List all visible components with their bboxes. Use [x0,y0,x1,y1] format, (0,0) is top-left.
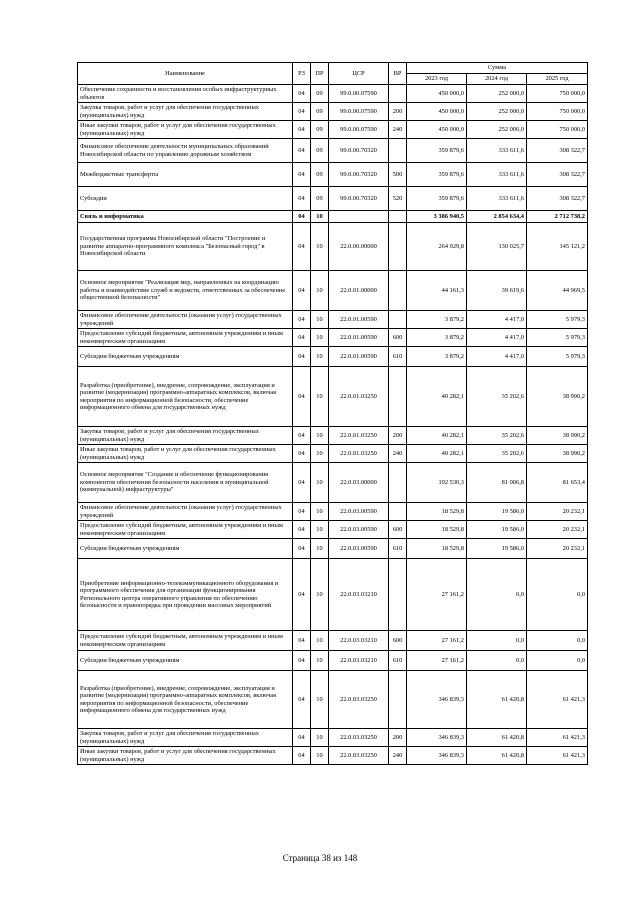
cell-name: Межбюджетные трансферты [78,163,293,187]
cell-2023: 450 000,0 [407,85,467,103]
cell-vr: 610 [389,347,407,367]
cell-2024: 333 611,6 [467,163,527,187]
cell-pr: 10 [311,427,329,445]
table-row [78,521,588,539]
cell-2024: 2 854 634,4 [467,211,527,223]
cell-csr: 22.0.03.03210 [329,651,389,671]
cell-name: Иные закупки товаров, работ и услуг для обеспечения государственных (муниципальных) нужд [78,747,293,765]
cell-pr: 10 [311,521,329,539]
cell-csr: 99.0.00.70320 [329,163,389,187]
cell-rz: 04 [293,163,311,187]
table-row [78,427,588,445]
cell-vr: 600 [389,329,407,347]
cell-vr: 610 [389,651,407,671]
cell-rz: 04 [293,729,311,747]
cell-2025: 145 121,2 [527,223,588,271]
cell-2024: 19 586,0 [467,503,527,521]
cell-vr [389,671,407,729]
cell-pr: 10 [311,329,329,347]
cell-pr: 10 [311,271,329,311]
cell-pr: 10 [311,729,329,747]
table-row [78,539,588,559]
cell-2025: 38 990,2 [527,367,588,427]
cell-2023: 359 879,6 [407,187,467,211]
cell-2024: 35 202,6 [467,367,527,427]
cell-vr [389,463,407,503]
cell-2025: 38 990,2 [527,427,588,445]
cell-name: Закупка товаров, работ и услуг для обеспечения государственных (муниципальных) нужд [78,427,293,445]
cell-csr: 22.0.03.03250 [329,671,389,729]
cell-rz: 04 [293,271,311,311]
cell-csr: 22.0.03.03250 [329,729,389,747]
cell-csr: 22.0.01.03250 [329,427,389,445]
col-header-pr: ПР [311,63,329,85]
cell-csr: 99.0.00.70320 [329,139,389,163]
cell-2023: 40 282,1 [407,445,467,463]
cell-pr: 09 [311,187,329,211]
cell-2025: 750 000,0 [527,103,588,121]
table-row [78,187,588,211]
cell-rz: 04 [293,311,311,329]
col-header-2024: 2024 год [467,74,527,85]
col-header-2023: 2023 год [407,74,467,85]
header-row-1 [78,63,588,74]
cell-2023: 3 879,2 [407,311,467,329]
cell-2024: 4 417,0 [467,347,527,367]
cell-pr: 10 [311,311,329,329]
cell-pr: 10 [311,559,329,631]
col-header-sum: Сумма [407,63,588,74]
cell-2024: 333 611,6 [467,139,527,163]
cell-pr: 10 [311,223,329,271]
cell-2024: 252 000,0 [467,103,527,121]
cell-2024: 4 417,0 [467,329,527,347]
cell-2024: 35 202,6 [467,445,527,463]
table-row [78,747,588,765]
col-header-csr: ЦСР [329,63,389,85]
cell-rz: 04 [293,347,311,367]
cell-2024: 252 000,0 [467,85,527,103]
cell-name: Разработка (приобретение), внедрение, сопровождение, эксплуатация и развитие (модернизация) программно-аппаратных комплексов, включая мероприятия по информационной безопасности, обеспечение информационного обмена для государственных нужд [78,367,293,427]
cell-rz: 04 [293,651,311,671]
cell-2025: 308 322,7 [527,163,588,187]
cell-vr [389,503,407,521]
cell-name: Финансовое обеспечение деятельности (оказания услуг) государственных учреждений [78,503,293,521]
cell-2023: 346 839,3 [407,671,467,729]
cell-name: Субсидии бюджетным учреждениям [78,347,293,367]
cell-pr: 10 [311,211,329,223]
cell-vr: 600 [389,521,407,539]
table-row [78,163,588,187]
cell-pr: 09 [311,121,329,139]
cell-2025: 5 979,3 [527,329,588,347]
table-row [78,503,588,521]
cell-2025: 61 421,3 [527,747,588,765]
page-number: Страница 38 из 148 [282,853,358,863]
cell-2025: 2 712 738,2 [527,211,588,223]
cell-2024: 81 006,8 [467,463,527,503]
cell-2024: 0,0 [467,559,527,631]
cell-2025: 0,0 [527,559,588,631]
cell-name: Приобретение информационно-телекоммуникационного оборудования и программного обеспечения для организации функционирования Регионального центра оперативного управления по обеспечению безопасности и правопорядка при проведении массовых мероприятий [78,559,293,631]
cell-rz: 04 [293,463,311,503]
cell-vr [389,271,407,311]
cell-name: Основное мероприятие "Реализация мер, направленных на координацию работы и взаимодействие служб и ведомств, ответственных за обеспечение общественной безопасности" [78,271,293,311]
cell-rz: 04 [293,747,311,765]
cell-2023: 346 839,3 [407,747,467,765]
cell-name: Предоставление субсидий бюджетным, автономным учреждениям и иным некоммерческим организациям [78,631,293,651]
cell-csr: 22.0.03.00590 [329,539,389,559]
cell-vr: 200 [389,103,407,121]
cell-rz: 04 [293,121,311,139]
cell-csr: 22.0.03.00000 [329,463,389,503]
cell-pr: 10 [311,651,329,671]
cell-csr: 22.0.03.03210 [329,559,389,631]
cell-name: Иные закупки товаров, работ и услуг для обеспечения государственных (муниципальных) нужд [78,445,293,463]
cell-vr: 200 [389,729,407,747]
cell-2025: 61 421,3 [527,729,588,747]
cell-2025: 44 969,5 [527,271,588,311]
table-row [78,103,588,121]
cell-name: Обеспечение сохранности и восстановления особых инфраструктурных объектов [78,85,293,103]
cell-pr: 10 [311,631,329,651]
cell-2025: 750 000,0 [527,85,588,103]
cell-rz: 04 [293,671,311,729]
cell-name: Финансовое обеспечение деятельности (оказания услуг) государственных учреждений [78,311,293,329]
cell-2023: 27 161,2 [407,651,467,671]
cell-vr: 610 [389,539,407,559]
cell-rz: 04 [293,521,311,539]
cell-vr: 240 [389,747,407,765]
table-row [78,139,588,163]
table-row [78,329,588,347]
cell-2024: 19 586,0 [467,521,527,539]
cell-name: Субсидии бюджетным учреждениям [78,539,293,559]
cell-2024: 252 000,0 [467,121,527,139]
cell-2024: 4 417,0 [467,311,527,329]
cell-rz: 04 [293,559,311,631]
table-row [78,85,588,103]
table-row [78,311,588,329]
cell-2023: 346 839,3 [407,729,467,747]
table-row [78,367,588,427]
cell-rz: 04 [293,427,311,445]
cell-2025: 0,0 [527,651,588,671]
table-row [78,445,588,463]
col-header-rz: РЗ [293,63,311,85]
cell-vr [389,211,407,223]
cell-name: Закупка товаров, работ и услуг для обеспечения государственных (муниципальных) нужд [78,103,293,121]
cell-csr: 22.0.01.00000 [329,271,389,311]
cell-2023: 44 161,3 [407,271,467,311]
cell-2024: 39 619,6 [467,271,527,311]
cell-rz: 04 [293,211,311,223]
cell-vr: 240 [389,445,407,463]
cell-vr: 200 [389,427,407,445]
col-header-2025: 2025 год [527,74,588,85]
cell-vr [389,223,407,271]
cell-rz: 04 [293,445,311,463]
cell-2023: 450 000,0 [407,103,467,121]
cell-csr: 22.0.01.00590 [329,347,389,367]
cell-2025: 308 322,7 [527,187,588,211]
cell-rz: 04 [293,503,311,521]
cell-csr: 22.0.01.00590 [329,311,389,329]
cell-2024: 0,0 [467,651,527,671]
table-row [78,671,588,729]
cell-2023: 18 529,8 [407,521,467,539]
cell-vr [389,367,407,427]
cell-csr: 22.0.00.00000 [329,223,389,271]
cell-2023: 40 282,1 [407,427,467,445]
cell-pr: 10 [311,747,329,765]
cell-rz: 04 [293,187,311,211]
table-row [78,651,588,671]
cell-pr: 10 [311,539,329,559]
cell-vr: 240 [389,121,407,139]
cell-pr: 10 [311,503,329,521]
cell-2025: 81 653,4 [527,463,588,503]
cell-name: Иные закупки товаров, работ и услуг для обеспечения государственных (муниципальных) нужд [78,121,293,139]
cell-2025: 20 232,1 [527,503,588,521]
cell-name: Государственная программа Новосибирской области "Построение и развитие аппаратно-программного комплекса "Безопасный город" в Новосибирской области [78,223,293,271]
cell-rz: 04 [293,103,311,121]
cell-name: Субсидии [78,187,293,211]
col-header-vr: ВР [389,63,407,85]
cell-2025: 0,0 [527,631,588,651]
budget-table [77,62,588,765]
cell-csr: 99.0.00.07590 [329,121,389,139]
cell-2024: 61 420,8 [467,729,527,747]
cell-pr: 09 [311,163,329,187]
cell-csr: 22.0.01.00590 [329,329,389,347]
table-row [78,463,588,503]
cell-name: Субсидии бюджетным учреждениям [78,651,293,671]
cell-2025: 20 232,1 [527,521,588,539]
table-row [78,121,588,139]
cell-rz: 04 [293,223,311,271]
cell-2023: 27 161,2 [407,631,467,651]
cell-2025: 5 979,3 [527,347,588,367]
cell-vr [389,85,407,103]
table-row [78,631,588,651]
table-row [78,559,588,631]
cell-vr [389,559,407,631]
cell-2023: 359 879,6 [407,139,467,163]
cell-pr: 10 [311,347,329,367]
cell-csr: 99.0.00.07590 [329,103,389,121]
cell-vr [389,311,407,329]
cell-name: Закупка товаров, работ и услуг для обеспечения государственных (муниципальных) нужд [78,729,293,747]
cell-2023: 359 879,6 [407,163,467,187]
cell-rz: 04 [293,139,311,163]
cell-name: Основное мероприятие "Создание и обеспечение функционирования компонентов обеспечения безопасности населения и муниципальной (коммунальной) инфраструктуры" [78,463,293,503]
cell-2025: 750 000,0 [527,121,588,139]
cell-csr: 22.0.03.03210 [329,631,389,651]
cell-2025: 38 990,2 [527,445,588,463]
cell-rz: 04 [293,85,311,103]
table-row [78,347,588,367]
cell-2023: 40 282,1 [407,367,467,427]
col-header-name: Наименование [78,63,293,85]
cell-pr: 10 [311,463,329,503]
cell-csr: 22.0.03.00590 [329,521,389,539]
cell-vr: 500 [389,163,407,187]
cell-2023: 27 161,2 [407,559,467,631]
cell-2023: 3 879,2 [407,329,467,347]
cell-2025: 20 232,1 [527,539,588,559]
cell-csr: 99.0.00.07590 [329,85,389,103]
cell-pr: 10 [311,671,329,729]
cell-vr [389,139,407,163]
cell-name: Разработка (приобретение), внедрение, сопровождение, эксплуатация и развитие (модернизация) программно-аппаратных комплексов, включая мероприятия по информационной безопасности, обеспечение информационного обмена для государственных нужд [78,671,293,729]
cell-vr: 520 [389,187,407,211]
cell-2024: 333 611,6 [467,187,527,211]
cell-pr: 09 [311,103,329,121]
table-row [78,211,588,223]
cell-pr: 10 [311,367,329,427]
cell-2024: 61 420,8 [467,747,527,765]
cell-rz: 04 [293,539,311,559]
cell-rz: 04 [293,367,311,427]
cell-2023: 192 530,3 [407,463,467,503]
cell-2024: 0,0 [467,631,527,651]
cell-csr: 22.0.01.03250 [329,367,389,427]
cell-2025: 61 421,3 [527,671,588,729]
table-row [78,729,588,747]
cell-csr: 22.0.03.03250 [329,747,389,765]
cell-pr: 10 [311,445,329,463]
cell-rz: 04 [293,631,311,651]
cell-2023: 450 000,0 [407,121,467,139]
cell-2024: 19 586,0 [467,539,527,559]
cell-pr: 09 [311,85,329,103]
cell-name: Финансовое обеспечение деятельности муниципальных образований Новосибирской области по управлению дорожным хозяйством [78,139,293,163]
cell-2023: 18 529,8 [407,503,467,521]
cell-2024: 61 420,8 [467,671,527,729]
cell-2025: 5 979,3 [527,311,588,329]
cell-rz: 04 [293,329,311,347]
cell-name: Предоставление субсидий бюджетным, автономным учреждениям и иным некоммерческим организациям [78,521,293,539]
cell-csr: 99.0.00.70320 [329,187,389,211]
cell-2024: 35 202,6 [467,427,527,445]
table-row [78,271,588,311]
table-body [78,85,588,765]
cell-2023: 18 529,8 [407,539,467,559]
cell-2023: 264 929,8 [407,223,467,271]
cell-name: Связь и информатика [78,211,293,223]
table-row [78,223,588,271]
cell-csr [329,211,389,223]
cell-csr: 22.0.01.03250 [329,445,389,463]
cell-name: Предоставление субсидий бюджетным, автономным учреждениям и иным некоммерческим организациям [78,329,293,347]
cell-pr: 09 [311,139,329,163]
cell-2023: 3 879,2 [407,347,467,367]
cell-2025: 308 322,7 [527,139,588,163]
cell-csr: 22.0.03.00590 [329,503,389,521]
cell-vr: 600 [389,631,407,651]
cell-2023: 3 386 940,5 [407,211,467,223]
cell-2024: 130 025,7 [467,223,527,271]
